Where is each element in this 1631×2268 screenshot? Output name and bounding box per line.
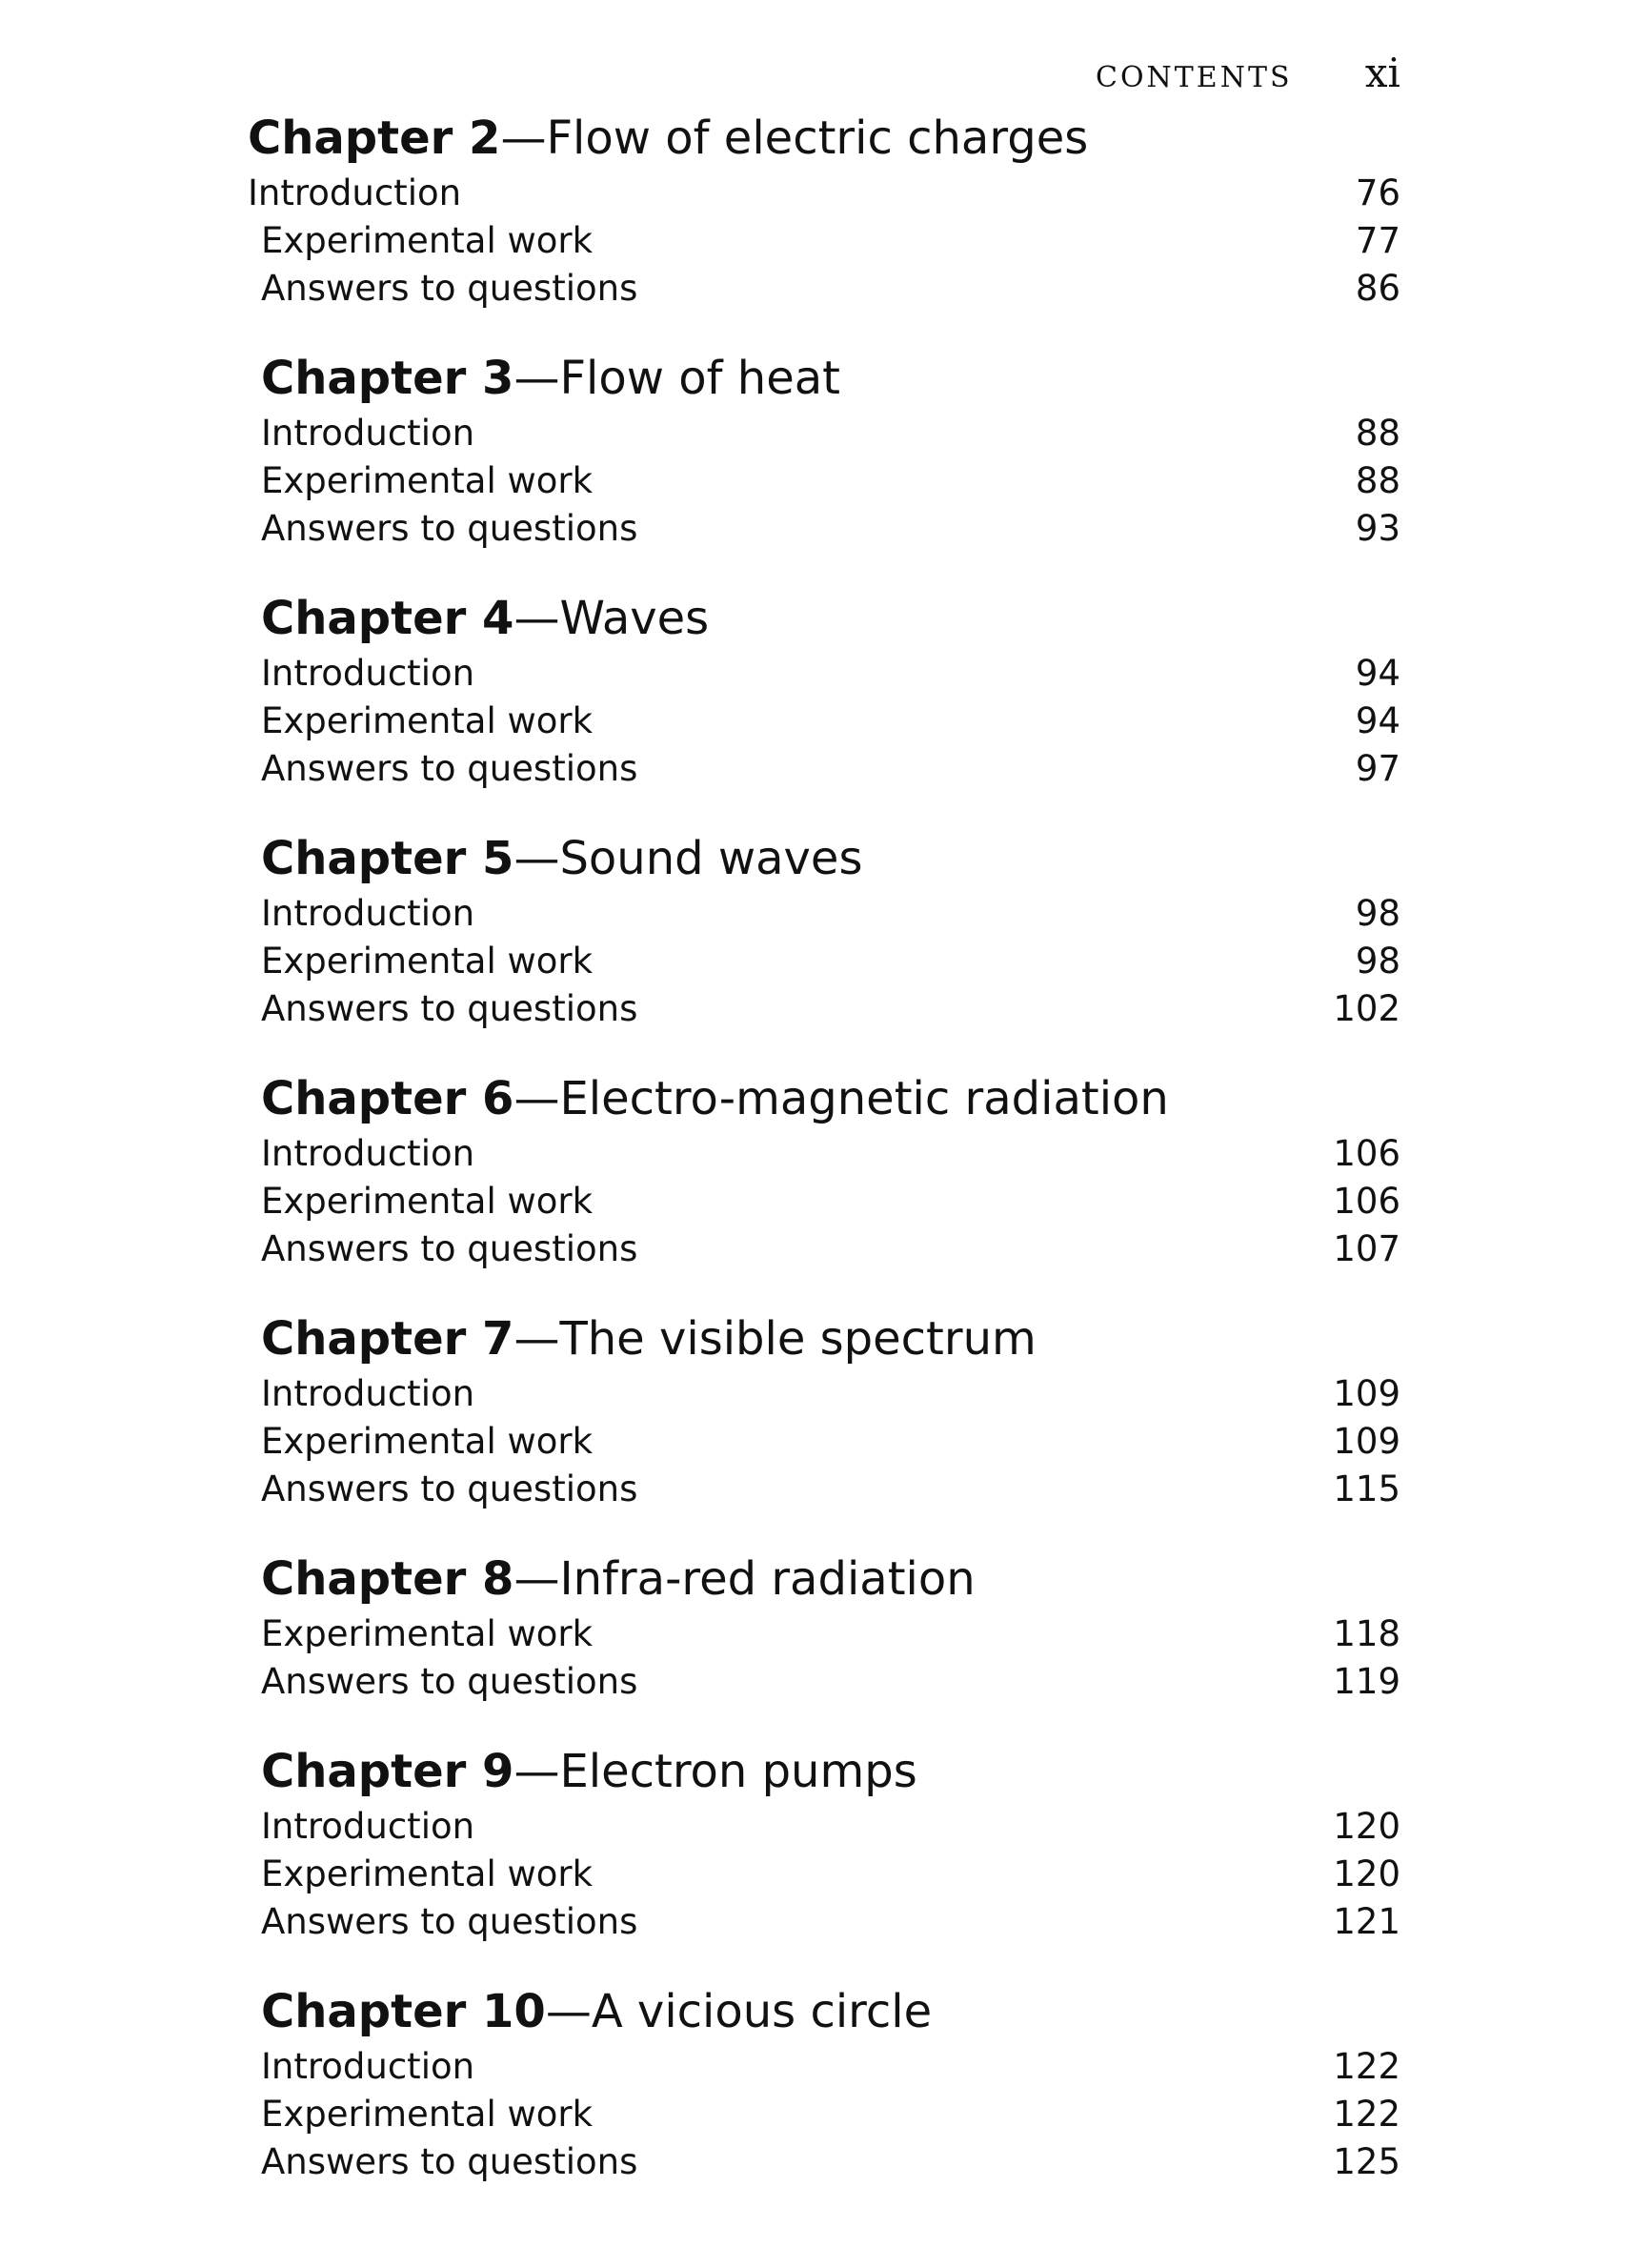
toc-entry[interactable] (248, 1851, 1400, 1898)
toc-entry[interactable] (248, 1658, 1400, 1706)
toc-entry-page: 109 (1333, 1421, 1400, 1462)
toc-entry[interactable] (248, 2043, 1400, 2091)
toc-entry-page: 106 (1333, 1181, 1400, 1222)
toc-entry-label: Experimental work (261, 1181, 594, 1222)
toc-entry-page: 98 (1355, 893, 1400, 934)
chapter-title: —Electron pumps (513, 1745, 917, 1798)
chapter-heading (248, 107, 1400, 170)
toc-entry[interactable] (248, 745, 1400, 793)
toc-entry[interactable] (248, 1466, 1400, 1513)
toc-entry[interactable] (248, 217, 1400, 265)
chapter-title: —The visible spectrum (513, 1312, 1037, 1366)
chapter-section (248, 1980, 1400, 2186)
toc-entry-label: Answers to questions (261, 1228, 638, 1269)
toc-entry-label: Answers to questions (261, 2141, 638, 2182)
toc-entry-label: Introduction (261, 2046, 475, 2087)
chapter-section (248, 1307, 1400, 1513)
chapter-number: Chapter 10 (261, 1985, 546, 2038)
chapter-title: —A vicious circle (545, 1985, 933, 2038)
toc-entry-page: 119 (1333, 1661, 1400, 1702)
chapter-heading (248, 1980, 1400, 2043)
chapter-section (248, 1548, 1400, 1706)
toc-entry-label: Experimental work (261, 700, 594, 741)
toc-entry[interactable] (248, 1130, 1400, 1178)
running-head (1096, 50, 1400, 97)
chapter-heading (248, 587, 1400, 650)
toc-entry-label: Answers to questions (261, 508, 638, 549)
chapter-number: Chapter 3 (261, 352, 514, 405)
toc-entry[interactable] (248, 2138, 1400, 2186)
chapter-heading (248, 827, 1400, 890)
toc-entry-page: 120 (1333, 1806, 1400, 1847)
chapter-number: Chapter 8 (261, 1552, 514, 1606)
toc-entry-label: Answers to questions (261, 1901, 638, 1942)
toc-entry[interactable] (248, 1898, 1400, 1946)
toc-entry-label: Answers to questions (261, 988, 638, 1029)
toc-entry[interactable] (248, 698, 1400, 745)
toc-entry-label: Experimental work (261, 1421, 594, 1462)
toc-entry-label: Answers to questions (261, 1661, 638, 1702)
chapter-heading (248, 1740, 1400, 1803)
toc-entry[interactable] (248, 890, 1400, 938)
toc-entry-page: 88 (1355, 413, 1400, 454)
chapter-section (248, 1740, 1400, 1946)
toc-entry[interactable] (248, 1225, 1400, 1273)
chapter-section (248, 1067, 1400, 1273)
chapter-number: Chapter 7 (261, 1312, 514, 1366)
toc-entry-page: 94 (1355, 700, 1400, 741)
toc-entry[interactable] (248, 505, 1400, 553)
toc-entry[interactable] (248, 985, 1400, 1033)
toc-entry-page: 122 (1333, 2094, 1400, 2135)
chapter-heading (248, 1307, 1400, 1370)
toc-entry-label: Answers to questions (261, 268, 638, 309)
chapter-title: —Flow of electric charges (500, 111, 1089, 165)
toc-entry-label: Experimental work (261, 2094, 594, 2135)
toc-entry-page: 94 (1355, 653, 1400, 694)
chapter-heading (248, 1067, 1400, 1130)
chapter-title: —Sound waves (513, 832, 863, 885)
chapter-number: Chapter 9 (261, 1745, 514, 1798)
toc-entry-page: 109 (1333, 1373, 1400, 1414)
toc-entry[interactable] (248, 2091, 1400, 2138)
toc-entry-label: Experimental work (261, 460, 594, 501)
toc-entry[interactable] (248, 938, 1400, 985)
toc-entry-page: 86 (1355, 268, 1400, 309)
toc-entry-page: 76 (1355, 172, 1400, 213)
toc-entry-label: Introduction (261, 413, 475, 454)
toc-entry[interactable] (248, 1370, 1400, 1418)
toc-entry[interactable] (248, 1418, 1400, 1466)
toc-entry[interactable] (248, 1803, 1400, 1851)
chapter-number: Chapter 2 (248, 111, 501, 165)
table-of-contents (248, 107, 1400, 2220)
toc-entry-page: 102 (1333, 988, 1400, 1029)
toc-entry[interactable] (248, 410, 1400, 457)
toc-entry[interactable] (248, 170, 1400, 217)
toc-entry-page: 107 (1333, 1228, 1400, 1269)
toc-entry[interactable] (248, 1610, 1400, 1658)
toc-entry-page: 125 (1333, 2141, 1400, 2182)
toc-entry-page: 98 (1355, 941, 1400, 982)
chapter-section (248, 107, 1400, 313)
toc-entry[interactable] (248, 650, 1400, 698)
toc-entry[interactable] (248, 265, 1400, 313)
chapter-title: —Flow of heat (513, 352, 840, 405)
toc-entry-label: Introduction (261, 893, 475, 934)
toc-entry-page: 120 (1333, 1853, 1400, 1894)
toc-entry-page: 115 (1333, 1468, 1400, 1509)
toc-entry-page: 122 (1333, 2046, 1400, 2087)
toc-entry-page: 77 (1355, 220, 1400, 261)
toc-entry[interactable] (248, 1178, 1400, 1225)
toc-entry-page: 121 (1333, 1901, 1400, 1942)
chapter-title: —Electro-magnetic radiation (513, 1072, 1169, 1125)
toc-entry-label: Experimental work (261, 941, 594, 982)
toc-entry-label: Experimental work (261, 1853, 594, 1894)
toc-entry-page: 97 (1355, 748, 1400, 789)
toc-entry-page: 106 (1333, 1133, 1400, 1174)
running-head-label: CONTENTS (1096, 61, 1293, 94)
toc-entry[interactable] (248, 457, 1400, 505)
chapter-number: Chapter 4 (261, 592, 514, 645)
chapter-section (248, 827, 1400, 1033)
toc-entry-label: Experimental work (261, 1613, 594, 1654)
toc-entry-label: Experimental work (261, 220, 594, 261)
chapter-title: —Waves (513, 592, 710, 645)
toc-entry-page: 88 (1355, 460, 1400, 501)
chapter-title: —Infra-red radiation (513, 1552, 976, 1606)
page-folio: xi (1364, 50, 1400, 96)
toc-entry-label: Introduction (261, 1133, 475, 1174)
chapter-number: Chapter 5 (261, 832, 514, 885)
chapter-section (248, 587, 1400, 793)
toc-entry-label: Introduction (261, 1373, 475, 1414)
toc-entry-page: 118 (1333, 1613, 1400, 1654)
toc-entry-label: Answers to questions (261, 748, 638, 789)
toc-entry-page: 93 (1355, 508, 1400, 549)
chapter-section (248, 347, 1400, 553)
toc-entry-label: Answers to questions (261, 1468, 638, 1509)
chapter-heading (248, 1548, 1400, 1610)
toc-entry-label: Introduction (261, 1806, 475, 1847)
toc-entry-label: Introduction (261, 653, 475, 694)
toc-entry-label: Introduction (248, 172, 462, 213)
chapter-heading (248, 347, 1400, 410)
chapter-number: Chapter 6 (261, 1072, 514, 1125)
